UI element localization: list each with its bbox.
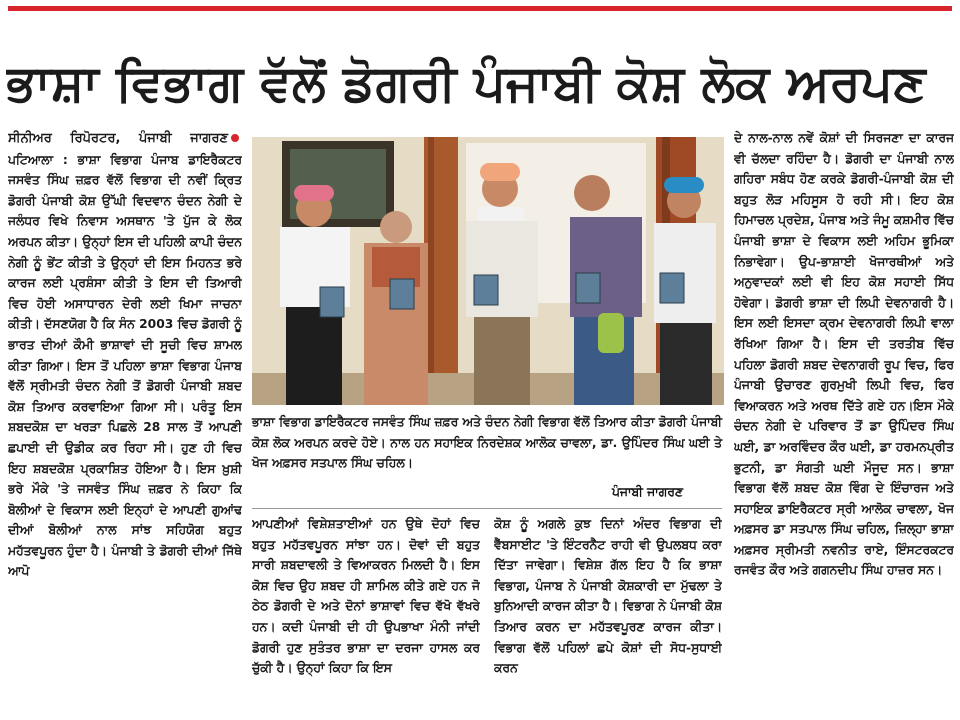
column-4-text: ਦੇ ਨਾਲ-ਨਾਲ ਨਵੇਂ ਕੋਸ਼ਾਂ ਦੀ ਸਿਰਜਣਾ ਦਾ ਕਾਰਜ ਵੀ ਚੱਲਦਾ ਰਹਿੰਦਾ ਹੈ। ਡੋਗਰੀ ਦਾ ਪੰਜਾਬੀ ਨਾਲ ਗਹਿਰਾ ਸਬੰਧ ਹੋਣ ਕਰਕੇ ਡੋਗਰੀ-ਪੰਜਾਬੀ ਕੋਸ਼ ਦੀ ਬਹੁਤ ਲੋੜ ਮਹਿਸੂਸ ਹੋ ਰਹੀ ਸੀ। ਇਹ ਕੋਸ਼ ਹਿਮਾਚਲ ਪ੍ਰਦੇਸ਼, ਪੰਜਾਬ ਅਤੇ ਜੰਮੂ ਕਸ਼ਮੀਰ ਵਿੱਚ ਪੰਜਾਬੀ ਭਾਸ਼ਾ ਦੇ ਵਿਕਾਸ ਲਈ ਅਹਿਮ ਭੂਮਿਕਾ ਨਿਭਾਵੇਗਾ। ਉਪ-ਭਾਸ਼ਾਈ ਖੋਜਾਰਥੀਆਂ ਅਤੇ ਅਨੁਵਾਦਕਾਂ ਲਈ ਵੀ ਇਹ ਕੋਸ਼ ਸਹਾਈ ਸਿੱਧ ਹੋਵੇਗਾ। ਡੋਗਰੀ ਭਾਸ਼ਾ ਦੀ ਲਿਪੀ ਦੇਵਨਾਗਰੀ ਹੈ। ਇਸ ਲਈ ਇਸਦਾ ਕ੍ਰਮ ਦੇਵਨਾਗਰੀ ਲਿਪੀ ਵਾਲਾ ਰੱਖਿਆ ਗਿਆ ਹੈ। ਇਸ ਦੀ ਤਰਤੀਬ ਵਿੱਚ ਪਹਿਲਾ ਡੋਗਰੀ ਸ਼ਬਦ ਦੇਵਨਾਗਰੀ ਰੂਪ ਵਿਚ, ਫਿਰ ਪੰਜਾਬੀ ਉਚਾਰਣ ਗੁਰਮੁਖੀ ਲਿਪੀ ਵਿਚ, ਫਿਰ ਵਿਆਕਰਨ ਅਤੇ ਅਰਥ ਦਿੱਤੇ ਗਏ ਹਨ।ਇਸ ਮੌਕੇ ਚੰਦਨ ਨੇਗੀ ਦੇ ਪਰਿਵਾਰ ਤੋਂ ਡਾ ਉਪਿੰਦਰ ਸਿੰਘ ਘਈ, ਡਾ ਅਰਵਿੰਦਰ ਕੌਰ ਘਈ, ਡਾ ਹਰਮਨਪ੍ਰੀਤ ਭੁਟਨੀ, ਡਾ ਸੰਗਤੀ ਘਈ ਮੌਜੂਦ ਸਨ। ਭਾਸ਼ਾ ਵਿਭਾਗ ਵੱਲੋਂ ਸ਼ਬਦ ਕੋਸ਼ ਵਿੰਗ ਦੇ ਇੰਚਾਰਜ ਅਤੇ ਸਹਾਇਕ ਡਾਇਰੈਕਟਰ ਸ੍ਰੀ ਆਲੋਕ ਚਾਵਲਾ, ਖੋਜ ਅਫ਼ਸਰ ਡਾ ਸਤਪਾਲ ਸਿੰਘ ਚਹਿਲ, ਜ਼ਿਲ੍ਹਾ ਭਾਸ਼ਾ ਅਫ਼ਸਰ ਸ੍ਰੀਮਤੀ ਨਵਨੀਤ ਰਾਏ, ਇੰਸਟਰਕਟਰ ਰਜਵੰਤ ਕੌਰ ਅਤੇ ਗਗਨਦੀਪ ਸਿੰਘ ਹਾਜ਼ਰ ਸਨ। xyxy=(734,131,954,578)
photo-credit: ਪੰਜਾਬੀ ਜਾਗਰਣ xyxy=(612,485,683,499)
column-2 xyxy=(252,514,480,720)
people-holding-books-illustration xyxy=(252,137,724,405)
news-photo xyxy=(252,137,724,405)
byline: ਸੀਨੀਅਰ ਰਿਪੋਰਟਰ, ਪੰਜਾਬੀ ਜਾਗਰਣ xyxy=(8,131,228,146)
column-1 xyxy=(8,128,242,720)
caption-divider xyxy=(252,508,722,509)
bullet-dot-icon xyxy=(231,134,239,142)
dateline: ਪਟਿਆਲਾ : xyxy=(8,152,68,167)
column-3 xyxy=(494,514,722,720)
top-red-rule xyxy=(8,6,952,11)
column-4 xyxy=(734,128,954,720)
column-1-text: ਭਾਸ਼ਾ ਵਿਭਾਗ ਪੰਜਾਬ ਡਾਇਰੈਕਟਰ ਜਸਵੰਤ ਸਿੰਘ ਜ਼ਫ਼ਰ ਵੱਲੋਂ ਵਿਭਾਗ ਦੀ ਨਵੀਂ ਕ੍ਰਿਤ ਡੋਗਰੀ ਪੰਜਾਬੀ ਕੋਸ਼ ਉੱਘੀ ਵਿਦਵਾਨ ਚੰਦਨ ਨੇਗੀ ਦੇ ਜਲੰਧਰ ਵਿਖੇ ਨਿਵਾਸ ਅਸਥਾਨ 'ਤੇ ਪੁੱਜ ਕੇ ਲੋਕ ਅਰਪਨ ਕੀਤਾ। ਉਨ੍ਹਾਂ ਇਸ ਦੀ ਪਹਿਲੀ ਕਾਪੀ ਚੰਦਨ ਨੇਗੀ ਨੂੰ ਭੇਂਟ ਕੀਤੀ ਤੇ ਉਨ੍ਹਾਂ ਦੀ ਇਸ ਮਿਹਨਤ ਭਰੇ ਕਾਰਜ ਲਈ ਪ੍ਰਸ਼ੰਸਾ ਕੀਤੀ ਤੇ ਇਸ ਦੀ ਤਿਆਰੀ ਵਿਚ ਹੋਈ ਅਸਾਧਾਰਨ ਦੇਰੀ ਲਈ ਖਿਮਾ ਜਾਚਨਾ ਕੀਤੀ। ਦੱਸਣਯੋਗ ਹੈ ਕਿ ਸੰਨ 2003 ਵਿਚ ਡੋਗਰੀ ਨੂੰ ਭਾਰਤ ਦੀਆਂ ਕੌਮੀ ਭਾਸ਼ਾਵਾਂ ਦੀ ਸੂਚੀ ਵਿਚ ਸ਼ਾਮਲ ਕੀਤਾ ਗਿਆ। ਇਸ ਤੋਂ ਪਹਿਲਾ ਭਾਸ਼ਾ ਵਿਭਾਗ ਪੰਜਾਬ ਵੱਲੋਂ ਸ੍ਰੀਮਤੀ ਚੰਦਨ ਨੇਗੀ ਤੋਂ ਡੋਗਰੀ ਪੰਜਾਬੀ ਸ਼ਬਦ ਕੋਸ਼ ਤਿਆਰ ਕਰਵਾਇਆ ਗਿਆ ਸੀ। ਪਰੰਤੂ ਇਸ ਸ਼ਬਦਕੋਸ਼ ਦਾ ਖਰੜਾ ਪਿਛਲੇ 28 ਸਾਲ ਤੋਂ ਆਪਣੀ ਛਪਾਈ ਦੀ ਉਡੀਕ ਕਰ ਰਿਹਾ ਸੀ। ਹੁਣ ਹੀ ਵਿਚ ਇਹ ਸ਼ਬਦਕੋਸ਼ ਪ੍ਰਕਾਸ਼ਿਤ ਹੋਇਆ ਹੈ। ਇਸ ਖ਼ੁਸ਼ੀ ਭਰੇ ਮੌਕੇ 'ਤੇ ਜਸਵੰਤ ਸਿੰਘ ਜ਼ਫ਼ਰ ਨੇ ਕਿਹਾ ਕਿ ਬੋਲੀਆਂ ਦੇ ਵਿਕਾਸ ਲਈ ਇਨ੍ਹਾਂ ਦੇ ਆਪਣੀ ਗੁਆਂਢ ਦੀਆਂ ਬੋਲੀਆਂ ਨਾਲ ਸਾਂਝ ਸਹਿਯੋਗ ਬਹੁਤ ਮਹੱਤਵਪੂਰਨ ਹੁੰਦਾ ਹੈ। ਪੰਜਾਬੀ ਤੇ ਡੋਗਰੀ ਦੀਆਂ ਜਿੱਥੇ ਆਪੋ xyxy=(8,152,242,579)
headline: ਭਾਸ਼ਾ ਵਿਭਾਗ ਵੱਲੋਂ ਡੋਗਰੀ ਪੰਜਾਬੀ ਕੋਸ਼ ਲੋਕ ਅਰਪਣ xyxy=(6,54,926,112)
photo-caption: ਭਾਸ਼ਾ ਵਿਭਾਗ ਡਾਇਰੈਕਟਰ ਜਸਵੰਤ ਸਿੰਘ ਜ਼ਫ਼ਰ ਅਤੇ ਚੰਦਨ ਨੇਗੀ ਵਿਭਾਗ ਵੱਲੋਂ ਤਿਆਰ ਕੀਤਾ ਡੋਗਰੀ ਪੰਜਾਬੀ ਕੋਸ਼ ਲੋਕ ਅਰਪਨ ਕਰਦੇ ਹੋਏ। ਨਾਲ ਹਨ ਸਹਾਇਕ ਨਿਰਦੇਸ਼ਕ ਆਲੋਕ ਚਾਵਲਾ, ਡਾ. ਉਪਿੰਦਰ ਸਿੰਘ ਘਈ ਤੇ ਖੋਜ ਅਫ਼ਸਰ ਸਤਪਾਲ ਸਿੰਘ ਚਹਿਲ। xyxy=(252,415,722,470)
column-3-text: ਕੋਸ਼ ਨੂੰ ਅਗਲੇ ਕੁਝ ਦਿਨਾਂ ਅੰਦਰ ਵਿਭਾਗ ਦੀ ਵੈੱਬਸਾਈਟ 'ਤੇ ਇੰਟਰਨੈਟ ਰਾਹੀ ਵੀ ਉਪਲਬਧ ਕਰਾ ਦਿੱਤਾ ਜਾਵੇਗਾ। ਵਿਸ਼ੇਸ਼ ਗੱਲ ਇਹ ਹੈ ਕਿ ਭਾਸ਼ਾ ਵਿਭਾਗ, ਪੰਜਾਬ ਨੇ ਪੰਜਾਬੀ ਕੋਸ਼ਕਾਰੀ ਦਾ ਮੁੱਢਲਾ ਤੇ ਬੁਨਿਆਦੀ ਕਾਰਜ ਕੀਤਾ ਹੈ। ਵਿਭਾਗ ਨੇ ਪੰਜਾਬੀ ਕੋਸ਼ ਤਿਆਰ ਕਰਨ ਦਾ ਮਹੱਤਵਪੂਰਣ ਕਾਰਜ ਕੀਤਾ। ਵਿਭਾਗ ਵੱਲੋਂ ਪਹਿਲਾਂ ਛਪੇ ਕੋਸ਼ਾਂ ਦੀ ਸੋਧ-ਸੁਧਾਈ ਕਰਨ xyxy=(494,517,722,676)
column-2-text: ਆਪਣੀਆਂ ਵਿਸ਼ੇਸ਼ਤਾਈਆਂ ਹਨ ਉਥੇ ਦੋਹਾਂ ਵਿਚ ਬਹੁਤ ਮਹੱਤਵਪੂਰਨ ਸਾਂਝਾ ਹਨ। ਦੋਵਾਂ ਦੀ ਬਹੁਤ ਸਾਰੀ ਸ਼ਬਦਾਵਲੀ ਤੇ ਵਿਆਕਰਨ ਮਿਲਦੀ ਹੈ। ਇਸ ਕੋਸ਼ ਵਿਚ ਉਹ ਸ਼ਬਦ ਹੀ ਸ਼ਾਮਿਲ ਕੀਤੇ ਗਏ ਹਨ ਜੋ ਠੇਠ ਡੋਗਰੀ ਦੇ ਅਤੇ ਦੋਨਾਂ ਭਾਸ਼ਾਵਾਂ ਵਿਚ ਵੱਖੋ ਵੱਖਰੇ ਹਨ। ਕਦੀ ਪੰਜਾਬੀ ਦੀ ਹੀ ਉਪਭਾਖਾ ਮੰਨੀ ਜਾਂਦੀ ਡੋਗਰੀ ਹੁਣ ਸੁਤੰਤਰ ਭਾਸ਼ਾ ਦਾ ਦਰਜਾ ਹਾਸਲ ਕਰ ਚੁੱਕੀ ਹੈ। ਉਨ੍ਹਾਂ ਕਿਹਾ ਕਿ ਇਸ xyxy=(252,517,480,676)
